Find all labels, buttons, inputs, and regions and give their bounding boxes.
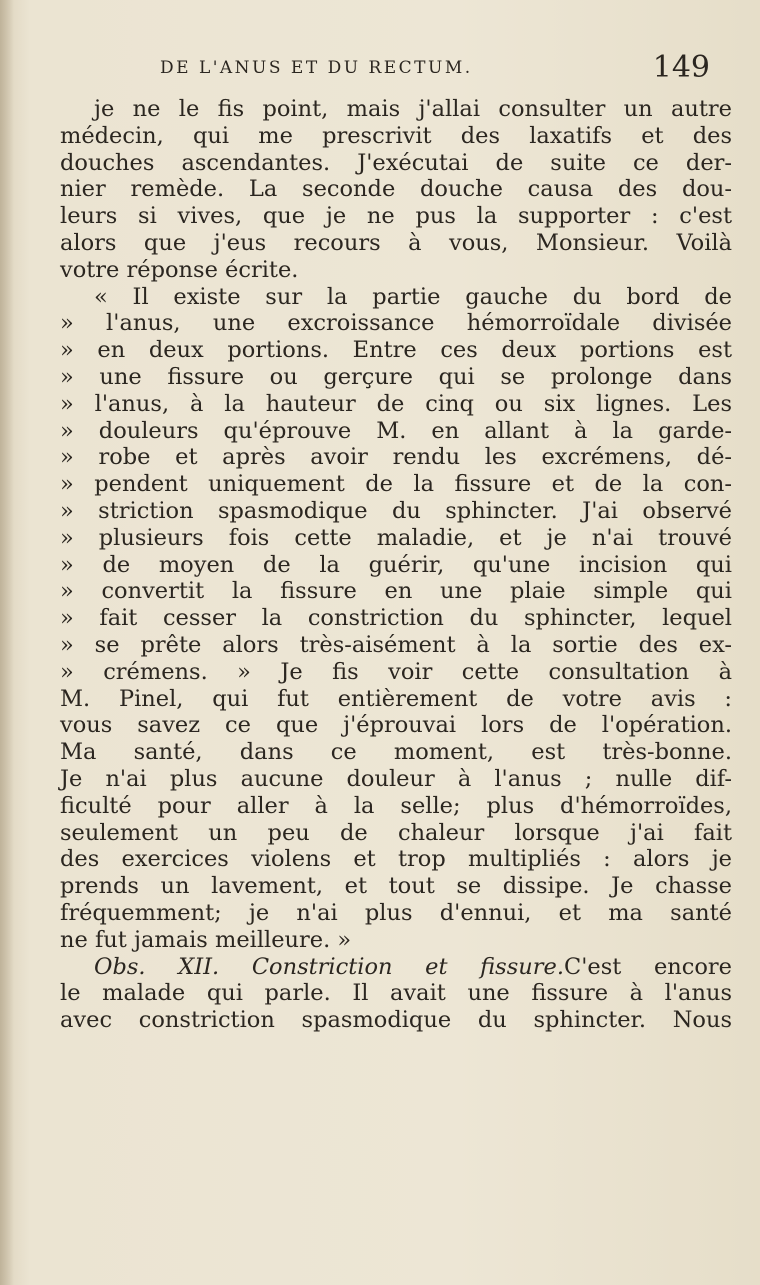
text-line: » en deux portions. Entre ces deux portions est [60, 337, 732, 364]
text-line: » de moyen de la guérir, qu'une incision qui [60, 551, 732, 578]
text-line: » fait cesser la constriction du sphincter, lequel [60, 605, 732, 632]
text-line: des exercices violens et trop multipliés : alors je [60, 846, 732, 873]
text-line: alors que j'eus recours à vous, Monsieur. Voilà [60, 229, 732, 256]
text-line: nier remède. La seconde douche causa des dou- [60, 176, 732, 203]
text-line: » une fissure ou gerçure qui se prolonge dans [60, 363, 732, 390]
text-line: le malade qui parle. Il avait une fissure à l'anus [60, 980, 732, 1007]
text-line: M. Pinel, qui fut entièrement de votre avis : [60, 685, 732, 712]
page-header [150, 50, 710, 90]
text-line: Je n'ai plus aucune douleur à l'anus ; nulle dif- [60, 765, 732, 792]
text-line: Ma santé, dans ce moment, est très-bonne. [60, 739, 732, 766]
observation-label: Obs. XII. [94, 953, 220, 980]
text-line: seulement un peu de chaleur lorsque j'ai fait [60, 819, 732, 846]
text-line: douches ascendantes. J'exécutai de suite ce der- [60, 149, 732, 176]
text-line: ficulté pour aller à la selle; plus d'hémorroïdes, [60, 792, 732, 819]
text-line: ne fut jamais meilleure. » [60, 926, 352, 953]
text-line: » l'anus, à la hauteur de cinq ou six lignes. Les [60, 390, 732, 417]
text-line: » l'anus, une excroissance hémorroïdale divisée [60, 310, 732, 337]
text-line: avec constriction spasmodique du sphincter. Nous [60, 1007, 732, 1034]
text-line: » robe et après avoir rendu les excrémens, dé- [60, 444, 732, 471]
text-line: » striction spasmodique du sphincter. J'ai observé [60, 497, 732, 524]
text-line: » pendent uniquement de la fissure et de la con- [60, 471, 732, 498]
running-head: DE L'ANUS ET DU RECTUM. [160, 58, 473, 78]
text-line: fréquemment; je n'ai plus d'ennui, et ma santé [60, 899, 732, 926]
text-line: » plusieurs fois cette maladie, et je n'ai trouvé [60, 524, 732, 551]
text-line: » crémens. » Je fis voir cette consultation à [60, 658, 732, 685]
text-line: » douleurs qu'éprouve M. en allant à la garde- [60, 417, 732, 444]
body-text [60, 96, 732, 1034]
text-line: vous savez ce que j'éprouvai lors de l'opération. [60, 712, 732, 739]
observation-text: C'est encore [564, 953, 732, 980]
page-number: 149 [652, 50, 710, 85]
binding-shadow [0, 0, 14, 1285]
text-line: leurs si vives, que je ne pus la supporter : c'est [60, 203, 732, 230]
text-line: je ne le fis point, mais j'allai consulter un autre [94, 96, 732, 122]
text-line: votre réponse écrite. [60, 256, 299, 283]
text-line: prends un lavement, et tout se dissipe. Je chasse [60, 873, 732, 900]
text-line: médecin, qui me prescrivit des laxatifs et des [60, 122, 732, 149]
text-line: » se prête alors très-aisément à la sortie des ex- [60, 631, 732, 658]
text-line: « Il existe sur la partie gauche du bord de [94, 283, 732, 310]
observation-heading-line [60, 954, 732, 981]
text-line: » convertit la fissure en une plaie simple qui [60, 578, 732, 605]
observation-title: Constriction et fissure. [251, 953, 564, 980]
